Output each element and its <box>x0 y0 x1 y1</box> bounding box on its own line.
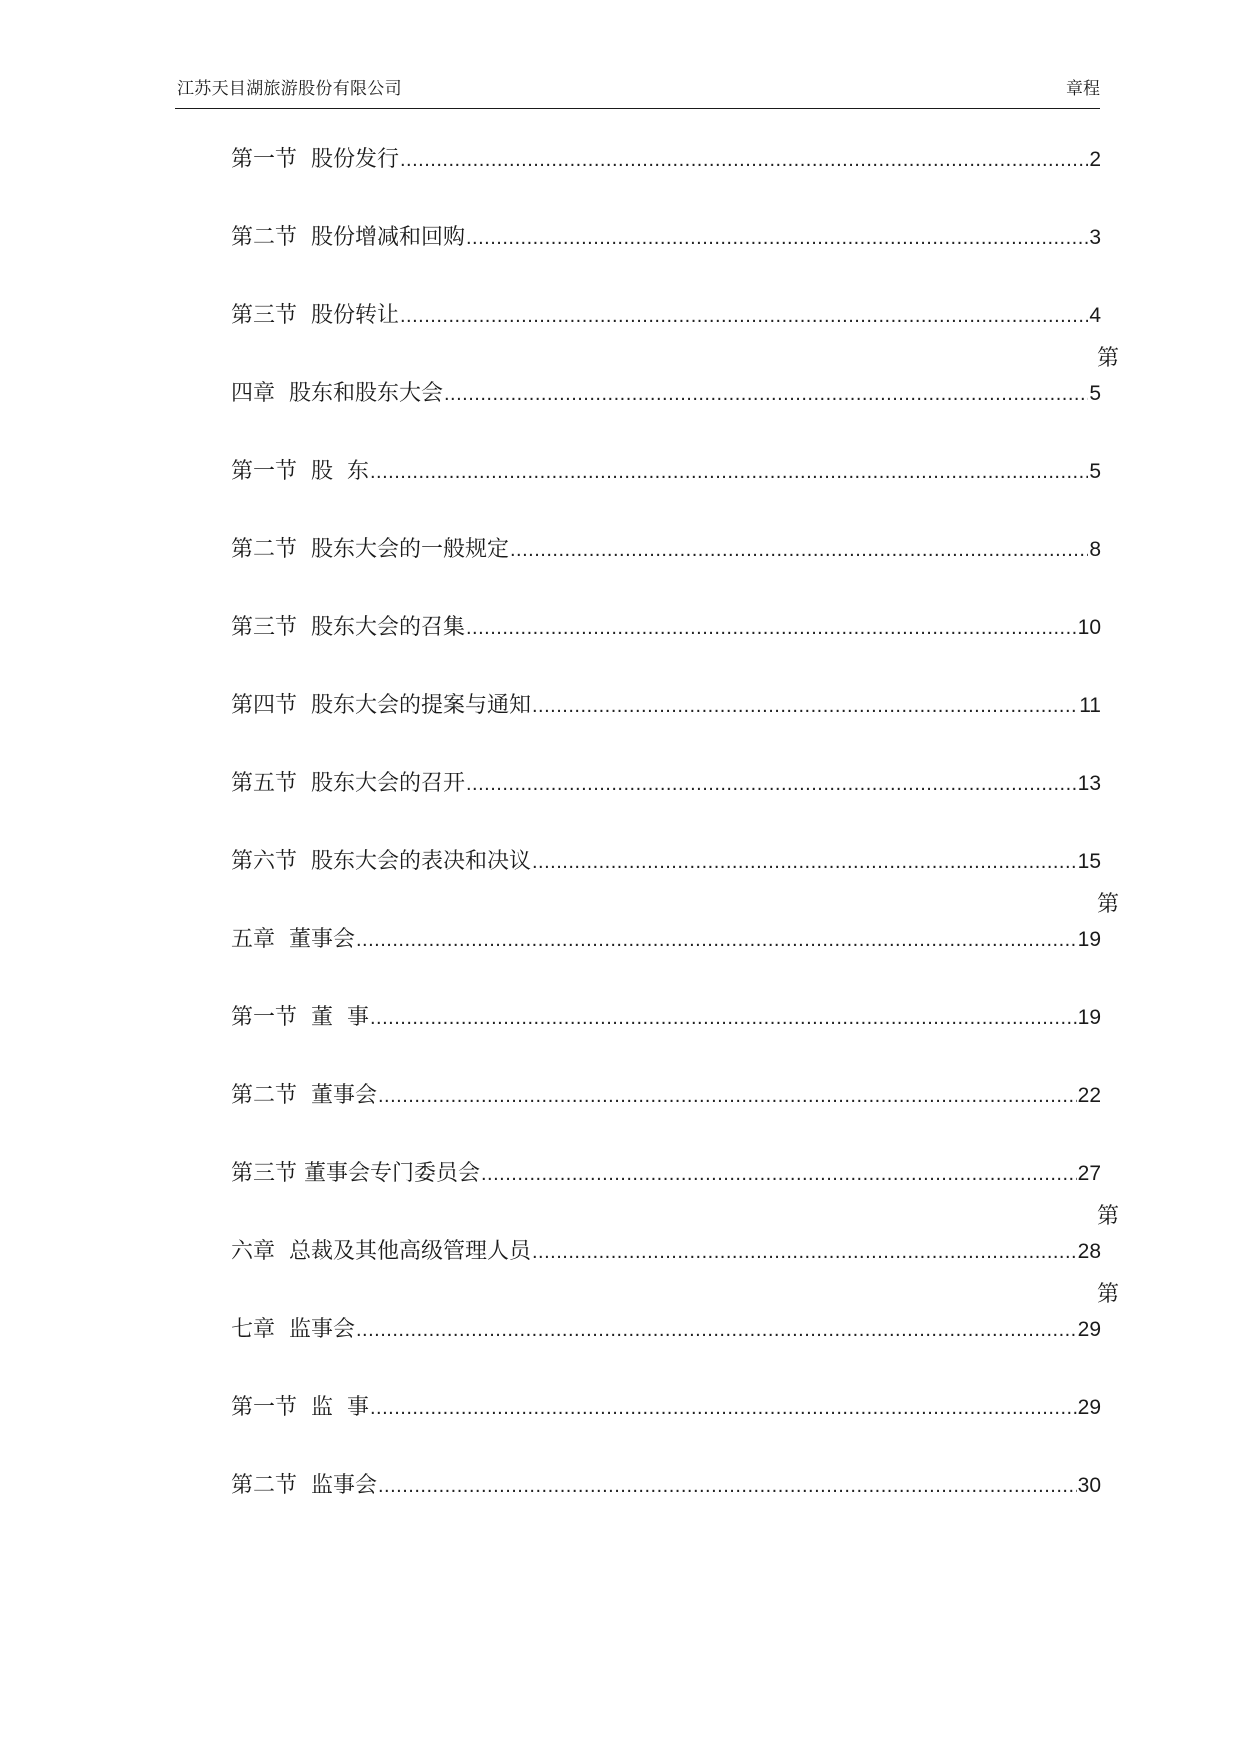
toc-entry[interactable] <box>231 615 1101 641</box>
toc-entry[interactable] <box>231 771 1101 797</box>
toc-entry-page: 5 <box>1089 382 1101 405</box>
toc-dot-leader <box>370 1005 1077 1031</box>
toc-entry-page: 13 <box>1077 772 1101 795</box>
toc-entry[interactable] <box>231 1473 1101 1499</box>
toc-entry-page: 3 <box>1089 226 1101 249</box>
toc-entry-title: 六章 总裁及其他高级管理人员 <box>231 1239 531 1264</box>
toc-entry[interactable] <box>231 1161 1101 1187</box>
toc-entry[interactable] <box>231 1395 1101 1421</box>
toc-entry[interactable] <box>231 303 1101 329</box>
toc-entry-title: 第一节 董 事 <box>231 1005 369 1030</box>
toc-entry-page: 15 <box>1077 850 1101 873</box>
toc-entry-title: 四章 股东和股东大会 <box>231 381 443 406</box>
toc-wrapped-prefix: 第 <box>1096 1282 1119 1307</box>
toc-entry-page: 27 <box>1077 1162 1101 1185</box>
toc-entry-title: 第三节 股东大会的召集 <box>231 615 465 640</box>
toc-entry-title: 第五节 股东大会的召开 <box>231 771 465 796</box>
toc-entry-title: 第一节 股 东 <box>231 459 369 484</box>
toc-entry-title: 第二节 董事会 <box>231 1083 377 1108</box>
toc-dot-leader <box>481 1161 1077 1187</box>
toc-dot-leader <box>378 1083 1077 1109</box>
toc-entry[interactable] <box>231 1083 1101 1109</box>
header-divider <box>175 108 1100 109</box>
toc-entry-title: 第六节 股东大会的表决和决议 <box>231 849 531 874</box>
toc-dot-leader <box>370 459 1088 485</box>
toc-dot-leader <box>532 1239 1077 1265</box>
header-document-type: 章程 <box>1066 79 1100 99</box>
toc-dot-leader <box>510 537 1088 563</box>
toc-entry-page: 8 <box>1089 538 1101 561</box>
toc-entry[interactable] <box>231 537 1101 563</box>
toc-entry-title: 第二节 股东大会的一般规定 <box>231 537 509 562</box>
toc-entry-title: 第二节 监事会 <box>231 1473 377 1498</box>
toc-dot-leader <box>466 225 1088 251</box>
toc-entry[interactable] <box>231 849 1101 875</box>
toc-entry-page: 28 <box>1077 1240 1101 1263</box>
toc-entry[interactable] <box>231 1005 1101 1031</box>
toc-chapter-entry[interactable] <box>231 1204 1119 1265</box>
toc-entry-page: 4 <box>1089 304 1101 327</box>
toc-dot-leader <box>378 1473 1077 1499</box>
toc-entry[interactable] <box>231 693 1101 719</box>
toc-entry-title: 五章 董事会 <box>231 927 355 952</box>
toc-dot-leader <box>400 303 1088 329</box>
toc-entry-page: 22 <box>1077 1084 1101 1107</box>
toc-entry-title: 第一节 监 事 <box>231 1395 369 1420</box>
toc-entry-page: 10 <box>1077 616 1101 639</box>
toc-wrapped-prefix: 第 <box>1096 346 1119 371</box>
toc-entry-title: 第四节 股东大会的提案与通知 <box>231 693 531 718</box>
toc-dot-leader <box>356 927 1077 953</box>
toc-entry-page: 5 <box>1089 460 1101 483</box>
toc-entry-page: 19 <box>1077 928 1101 951</box>
toc-entry-page: 29 <box>1077 1318 1101 1341</box>
toc-chapter-entry[interactable] <box>231 892 1119 953</box>
page-header <box>177 72 1100 112</box>
toc-entry-title: 第二节 股份增减和回购 <box>231 225 465 250</box>
toc-dot-leader <box>400 147 1088 173</box>
toc-entry[interactable] <box>231 147 1101 173</box>
toc-dot-leader <box>466 771 1077 797</box>
toc-entry-title: 第三节 董事会专门委员会 <box>231 1161 480 1186</box>
toc-entry-page: 19 <box>1077 1006 1101 1029</box>
toc-dot-leader <box>466 615 1077 641</box>
toc-entry-title: 第一节 股份发行 <box>231 147 399 172</box>
toc-chapter-entry[interactable] <box>231 346 1119 407</box>
toc-entry-page: 30 <box>1077 1474 1101 1497</box>
toc-dot-leader <box>444 381 1088 407</box>
header-company-name: 江苏天目湖旅游股份有限公司 <box>177 79 402 99</box>
toc-wrapped-prefix: 第 <box>1096 1204 1119 1229</box>
toc-chapter-entry[interactable] <box>231 1282 1119 1343</box>
toc-dot-leader <box>356 1317 1077 1343</box>
toc-wrapped-prefix: 第 <box>1096 892 1119 917</box>
toc-entry-page: 2 <box>1089 148 1101 171</box>
toc-entry-page: 29 <box>1077 1396 1101 1419</box>
toc-entry[interactable] <box>231 225 1101 251</box>
toc-entry[interactable] <box>231 459 1101 485</box>
toc-dot-leader <box>532 693 1078 719</box>
toc-entry-title: 第三节 股份转让 <box>231 303 399 328</box>
toc-entry-page: 11 <box>1079 694 1101 717</box>
toc-dot-leader <box>370 1395 1077 1421</box>
toc-entry-title: 七章 监事会 <box>231 1317 355 1342</box>
toc-dot-leader <box>532 849 1077 875</box>
